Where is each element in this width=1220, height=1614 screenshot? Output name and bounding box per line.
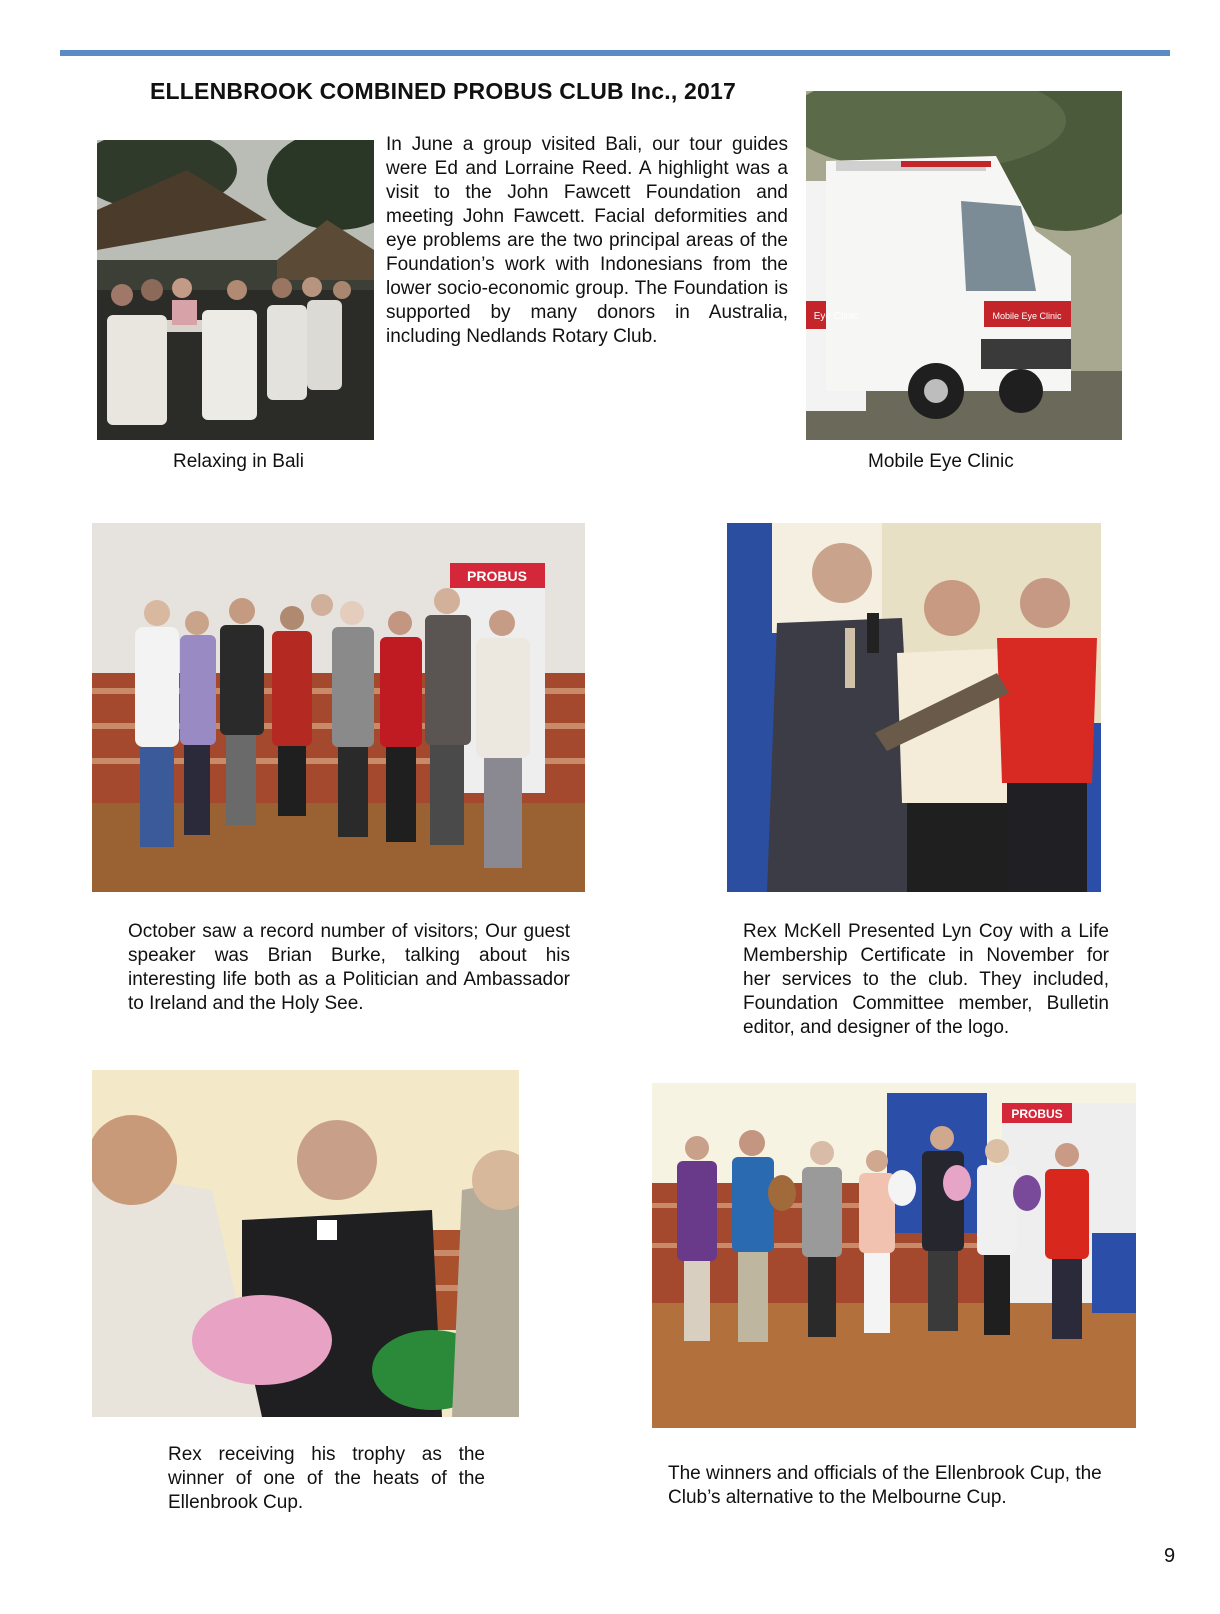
ellenbrook-cup-photo	[652, 1083, 1136, 1428]
truck-sign: Mobile Eye Clinic	[992, 311, 1062, 321]
october-text: October saw a record number of visitors; Our guest speaker was Brian Burke, talking about his interesting life both as a Politician and Ambassador to Ireland and the Holy See.	[128, 921, 570, 1014]
cup-banner-text: PROBUS	[1011, 1107, 1063, 1121]
truck-side-sign: Eye Clinic	[813, 311, 859, 322]
bali-photo-caption: Relaxing in Bali	[173, 451, 304, 472]
page-title: ELLENBROOK COMBINED PROBUS CLUB Inc., 2017	[150, 78, 737, 104]
header-rule	[60, 50, 1170, 56]
bali-photo	[97, 140, 374, 440]
trophy-photo	[92, 1070, 519, 1417]
probus-banner-text: PROBUS	[467, 568, 527, 584]
eye-clinic-caption: Mobile Eye Clinic	[868, 451, 1014, 472]
membership-text: Rex McKell Presented Lyn Coy with a Life Membership Certificate in November for her services to the club. They included, Foundation Committee member, Bulletin editor, and designer of the logo.	[743, 921, 1109, 1038]
trophy-caption: Rex receiving his trophy as the winner of one of the heats of the Ellenbrook Cup.	[168, 1444, 485, 1513]
membership-photo	[727, 523, 1101, 892]
october-group-photo	[92, 523, 585, 892]
cup-caption: The winners and officials of the Ellenbrook Cup, the Club’s alternative to the Melbourne Cup.	[668, 1463, 1102, 1508]
bali-text: In June a group visited Bali, our tour guides were Ed and Lorraine Reed. A highlight was a visit to the John Fawcett Foundation and meeting John Fawcett. Facial deformities and eye problems are the two principal areas of the Foundation’s work with Indonesians from the lower socio-economic group. The Foundation is supported by many donors in Australia, including Nedlands Rotary Club.	[386, 134, 788, 347]
page-number: 9	[1164, 1545, 1176, 1567]
eye-clinic-photo	[806, 91, 1122, 440]
